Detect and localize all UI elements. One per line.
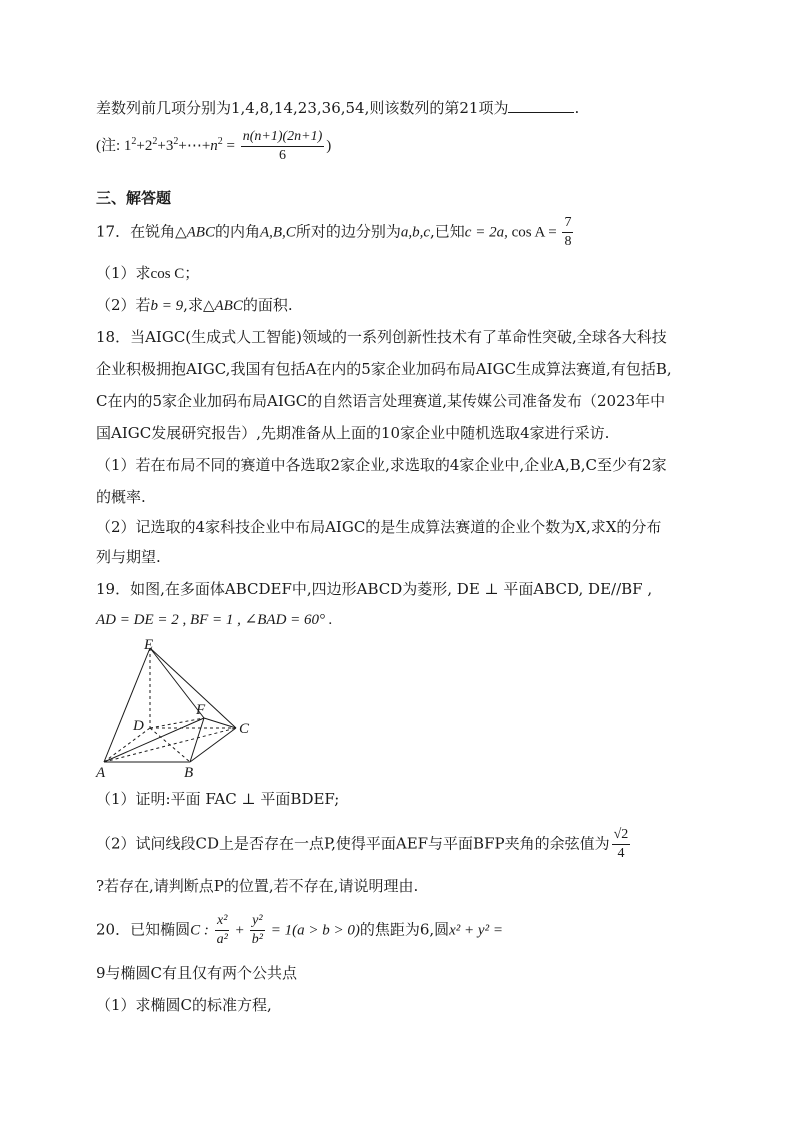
q18-part1-line1: （1）若在布局不同的赛道中各选取2家企业,求选取的4家企业中,企业A,B,C至少有2家	[96, 456, 667, 474]
answer-blank[interactable]	[508, 98, 574, 113]
q19-part2-line2: ?若存在,请判断点P的位置,若不存在,请说明理由.	[96, 877, 419, 895]
section-heading: 三、解答题	[96, 189, 172, 207]
q17-stem	[96, 214, 575, 251]
vertex-F-label: F	[196, 702, 206, 718]
edge-EC	[150, 648, 236, 728]
note-eq: =	[222, 137, 239, 154]
q17-condition: c = 2a	[464, 224, 505, 241]
edge-BC	[190, 728, 236, 762]
q20-condition: = 1(a > b > 0)	[266, 922, 360, 939]
q19-part2-text: （2）试问线段CD上是否存在一点P,使得平面AEF与平面BFP夹角的余弦值为	[96, 834, 610, 853]
q16-note: (注: $1^2+2^2+3^2+\cdots+n^2$ = $\frac{n(n+1)(2n+1)}{6}$ )	[96, 129, 332, 163]
q17-sides: a,b,c	[400, 224, 431, 241]
q17-cos: , cos A =	[504, 224, 561, 241]
q17-part1-cos: cos C	[150, 266, 185, 282]
q20-text: 的焦距为6,圆	[359, 920, 450, 939]
q16-text: 差数列前几项分别为1,4,8,14,23,36,54,则该数列的第21项为	[96, 99, 509, 117]
q17-part2	[96, 294, 293, 315]
q19-part1: （1）证明:平面 FAC ⊥ 平面BDEF;	[96, 790, 340, 808]
q20-c: C :	[190, 922, 213, 939]
q20-fraction-y-num: y²	[250, 912, 264, 931]
note-term3: +3	[157, 137, 174, 154]
q20-number: 20．已知椭圆	[96, 920, 191, 939]
q16-period: .	[574, 99, 580, 117]
q18-part2-line2: 列与期望.	[96, 548, 161, 566]
q19-part2	[96, 826, 632, 863]
q19-fraction	[612, 826, 631, 863]
note-open: (注: 1	[96, 137, 132, 154]
polyhedron-figure	[92, 636, 262, 782]
note-n: n	[210, 137, 218, 154]
note-fraction-num: n(n+1)(2n+1)	[241, 128, 325, 147]
q20-fraction-y-den: b²	[251, 932, 263, 947]
q18-line2: 企业积极拥抱AIGC,我国有包括A在内的5家企业加码布局AIGC生成算法赛道,有包括B,	[96, 360, 672, 378]
q20-fraction-x-den: a²	[216, 932, 228, 947]
edge-BF	[190, 718, 204, 762]
q20-fraction-y	[250, 912, 265, 949]
q17-part1-end: ；	[184, 264, 200, 282]
q17-triangle: △ABC	[175, 224, 215, 241]
q18-line1: 18．当AIGC(生成式人工智能)领域的一系列创新性技术有了革命性突破,全球各大科技	[96, 328, 667, 346]
q18-part1-line2: 的概率.	[96, 488, 146, 506]
vertex-C-label: C	[239, 721, 250, 737]
q17-number: 17．在锐角	[96, 222, 176, 241]
q17-text-3: ,已知	[430, 222, 465, 241]
q17-part2-b: b = 9	[150, 298, 184, 314]
q17-part2-end: 的面积.	[242, 296, 293, 314]
q20-plus: +	[231, 922, 248, 939]
q20-circle: x² + y² =	[449, 922, 503, 939]
q17-fraction-num: 7	[562, 214, 573, 233]
edge-DF-hidden	[150, 718, 204, 728]
q18-part2-line1: （2）记选取的4家科技企业中布局AIGC的是生成算法赛道的企业个数为X,求X的分布	[96, 518, 662, 536]
q18-line3: C在内的5家企业加码布局AIGC的自然语言处理赛道,某传媒公司准备发布（2023年中	[96, 392, 666, 410]
q19-line1: 19．如图,在多面体ABCDEF中,四边形ABCD为菱形, DE ⊥ 平面ABCD, DE//BF ,	[96, 580, 653, 598]
note-fraction-den: 6	[279, 148, 287, 163]
q17-part2-label: （2）若	[96, 296, 151, 314]
vertex-D-label: D	[133, 718, 144, 734]
q17-fraction-den: 8	[564, 234, 572, 249]
q17-text-1: 的内角	[214, 222, 260, 241]
q18-line4: 国AIGC发展研究报告）,先期准备从上面的10家企业中随机选取4家进行采访.	[96, 424, 610, 442]
q20-part1: （1）求椭圆C的标准方程,	[96, 996, 272, 1014]
q19-fraction-den: 4	[617, 846, 625, 861]
q17-part2-triangle: △ABC	[202, 298, 243, 314]
q17-part1-label: （1）求	[96, 264, 151, 282]
vertex-A-label: A	[96, 765, 106, 781]
q17-part1	[96, 262, 199, 283]
q17-text-2: 所对的边分别为	[295, 222, 401, 241]
note-fraction	[241, 128, 325, 165]
q19-fraction-num: √2	[612, 826, 631, 845]
q19-line2: AD = DE = 2 , BF = 1 , ∠BAD = 60° .	[96, 612, 333, 628]
note-ellipsis: +⋯+	[178, 137, 211, 154]
note-close: )	[326, 137, 332, 154]
q17-fraction	[562, 214, 573, 251]
q17-part2-text: ,求	[183, 296, 203, 314]
vertex-E-label: E	[144, 637, 154, 653]
q20-line2: 9与椭圆C有且仅有两个公共点	[96, 964, 298, 982]
q17-angles: A,B,C	[259, 224, 296, 241]
q20-fraction-x	[215, 912, 230, 949]
note-term2: +2	[136, 137, 153, 154]
q20-line1	[96, 912, 503, 949]
vertex-B-label: B	[184, 765, 194, 781]
q20-fraction-x-num: x²	[215, 912, 229, 931]
q16-text-line	[96, 97, 579, 118]
